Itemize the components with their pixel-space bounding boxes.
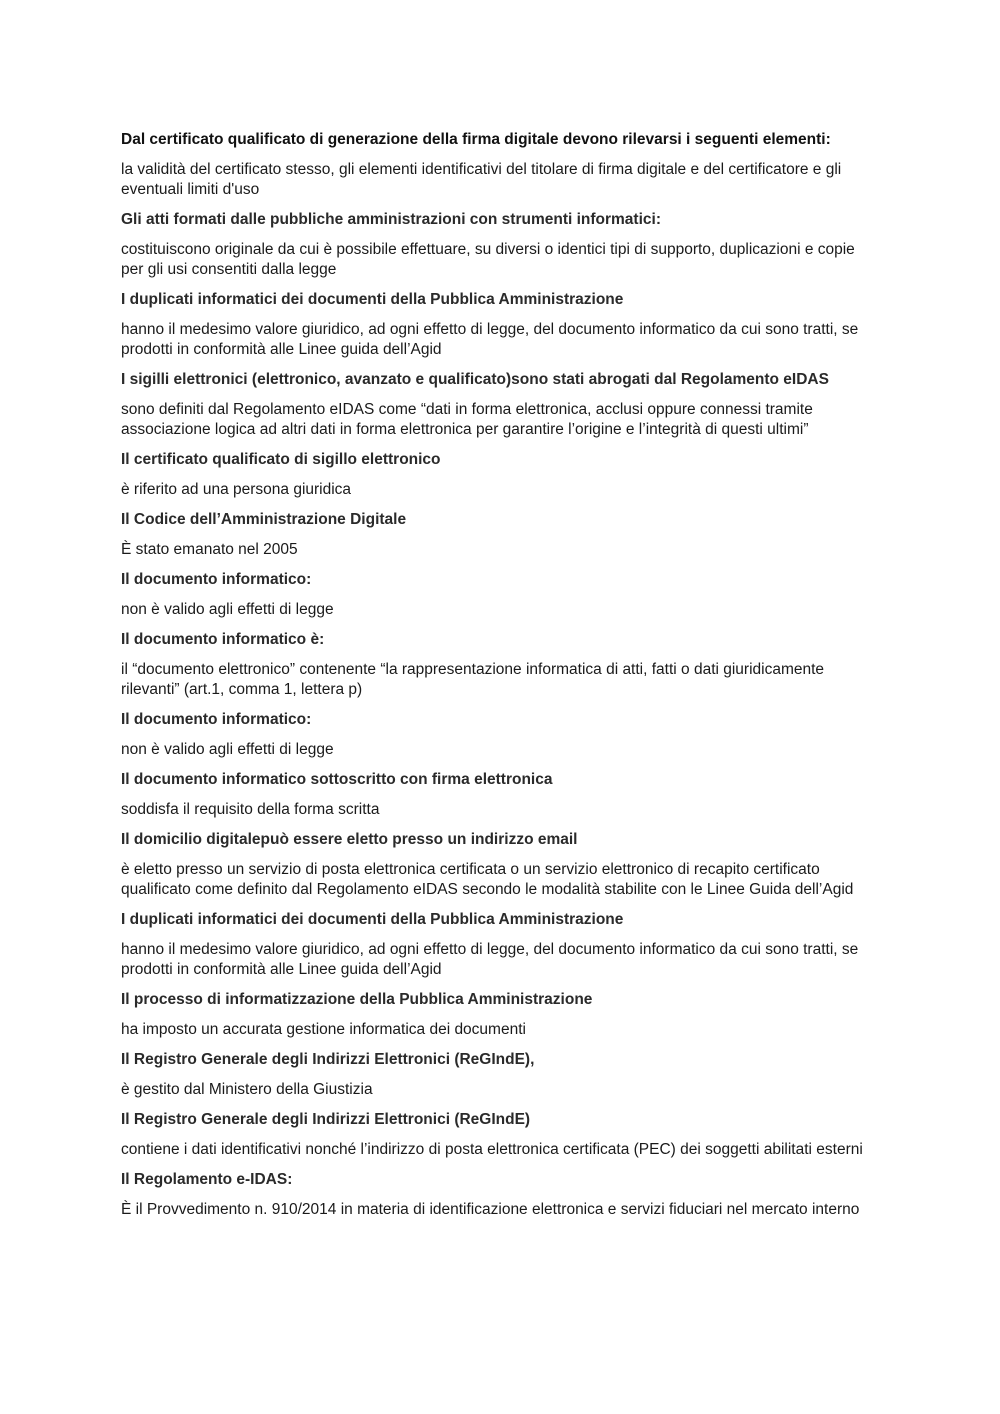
qa-item (121, 210, 881, 280)
qa-item (121, 630, 881, 700)
answer: non è valido agli effetti di legge (121, 741, 334, 758)
question: Il processo di informatizzazione della Pubblica Amministrazione (121, 991, 593, 1008)
qa-item (121, 130, 881, 200)
answer: la validità del certificato stesso, gli elementi identificativi del titolare di firma digitale e del certificatore e gli eventuali limiti d'uso (121, 161, 842, 198)
question: Il Regolamento e-IDAS: (121, 1171, 293, 1188)
answer: È il Provvedimento n. 910/2014 in materia di identificazione elettronica e servizi fiduciari nel mercato interno (121, 1201, 860, 1218)
qa-item (121, 910, 881, 980)
answer: hanno il medesimo valore giuridico, ad ogni effetto di legge, del documento informatico da cui sono tratti, se prodotti in conformità alle Linee guida dell’Agid (121, 941, 859, 978)
question: Il documento informatico è: (121, 631, 325, 648)
qa-item (121, 510, 881, 560)
qa-item (121, 290, 881, 360)
question: Il Registro Generale degli Indirizzi Elettronici (ReGIndE) (121, 1111, 531, 1128)
qa-item (121, 710, 881, 760)
answer: è gestito dal Ministero della Giustizia (121, 1081, 373, 1098)
answer: non è valido agli effetti di legge (121, 601, 334, 618)
answer: il “documento elettronico” contenente “la rappresentazione informatica di atti, fatti o dati giuridicamente rilevanti” (art.1, comma 1, lettera p) (121, 661, 825, 698)
answer: soddisfa il requisito della forma scritta (121, 801, 380, 818)
answer: È stato emanato nel 2005 (121, 541, 298, 558)
qa-item (121, 990, 881, 1040)
answer: contiene i dati identificativi nonché l’indirizzo di posta elettronica certificata (PEC) dei soggetti abilitati esterni (121, 1141, 863, 1158)
question: I duplicati informatici dei documenti della Pubblica Amministrazione (121, 911, 624, 928)
qa-item (121, 370, 881, 440)
question: Il Codice dell’Amministrazione Digitale (121, 511, 407, 528)
answer: hanno il medesimo valore giuridico, ad ogni effetto di legge, del documento informatico da cui sono tratti, se prodotti in conformità alle Linee guida dell’Agid (121, 321, 859, 358)
question: Il Registro Generale degli Indirizzi Elettronici (ReGIndE), (121, 1051, 535, 1068)
qa-item (121, 830, 881, 900)
question: Il documento informatico: (121, 711, 312, 728)
question: Il domicilio digitalepuò essere eletto presso un indirizzo email (121, 831, 578, 848)
answer: costituiscono originale da cui è possibile effettuare, su diversi o identici tipi di supporto, duplicazioni e copie per gli usi consentiti dalla legge (121, 241, 855, 278)
question: Il certificato qualificato di sigillo elettronico (121, 451, 441, 468)
qa-item (121, 450, 881, 500)
question: Gli atti formati dalle pubbliche amministrazioni con strumenti informatici: (121, 211, 661, 228)
answer: è eletto presso un servizio di posta elettronica certificata o un servizio elettronico di recapito certificato qualificato come definito dal Regolamento eIDAS secondo le modalità stabilite con le Linee Guida dell’Agid (121, 861, 854, 898)
answer: sono definiti dal Regolamento eIDAS come “dati in forma elettronica, acclusi oppure connessi tramite associazione logica ad altri dati in forma elettronica per garantire l’origine e l’integrità di questi ultimi” (121, 401, 813, 438)
question: Il documento informatico: (121, 571, 312, 588)
qa-item (121, 1050, 881, 1100)
qa-item (121, 770, 881, 820)
document-page (121, 130, 881, 1230)
question: I duplicati informatici dei documenti della Pubblica Amministrazione (121, 291, 624, 308)
qa-item (121, 570, 881, 620)
question: I sigilli elettronici (elettronico, avanzato e qualificato)sono stati abrogati dal Regolamento eIDAS (121, 371, 829, 388)
question: Dal certificato qualificato di generazione della firma digitale devono rilevarsi i seguenti elementi: (121, 131, 831, 148)
answer: ha imposto un accurata gestione informatica dei documenti (121, 1021, 526, 1038)
qa-item (121, 1170, 881, 1220)
answer: è riferito ad una persona giuridica (121, 481, 352, 498)
qa-item (121, 1110, 881, 1160)
question: Il documento informatico sottoscritto con firma elettronica (121, 771, 553, 788)
